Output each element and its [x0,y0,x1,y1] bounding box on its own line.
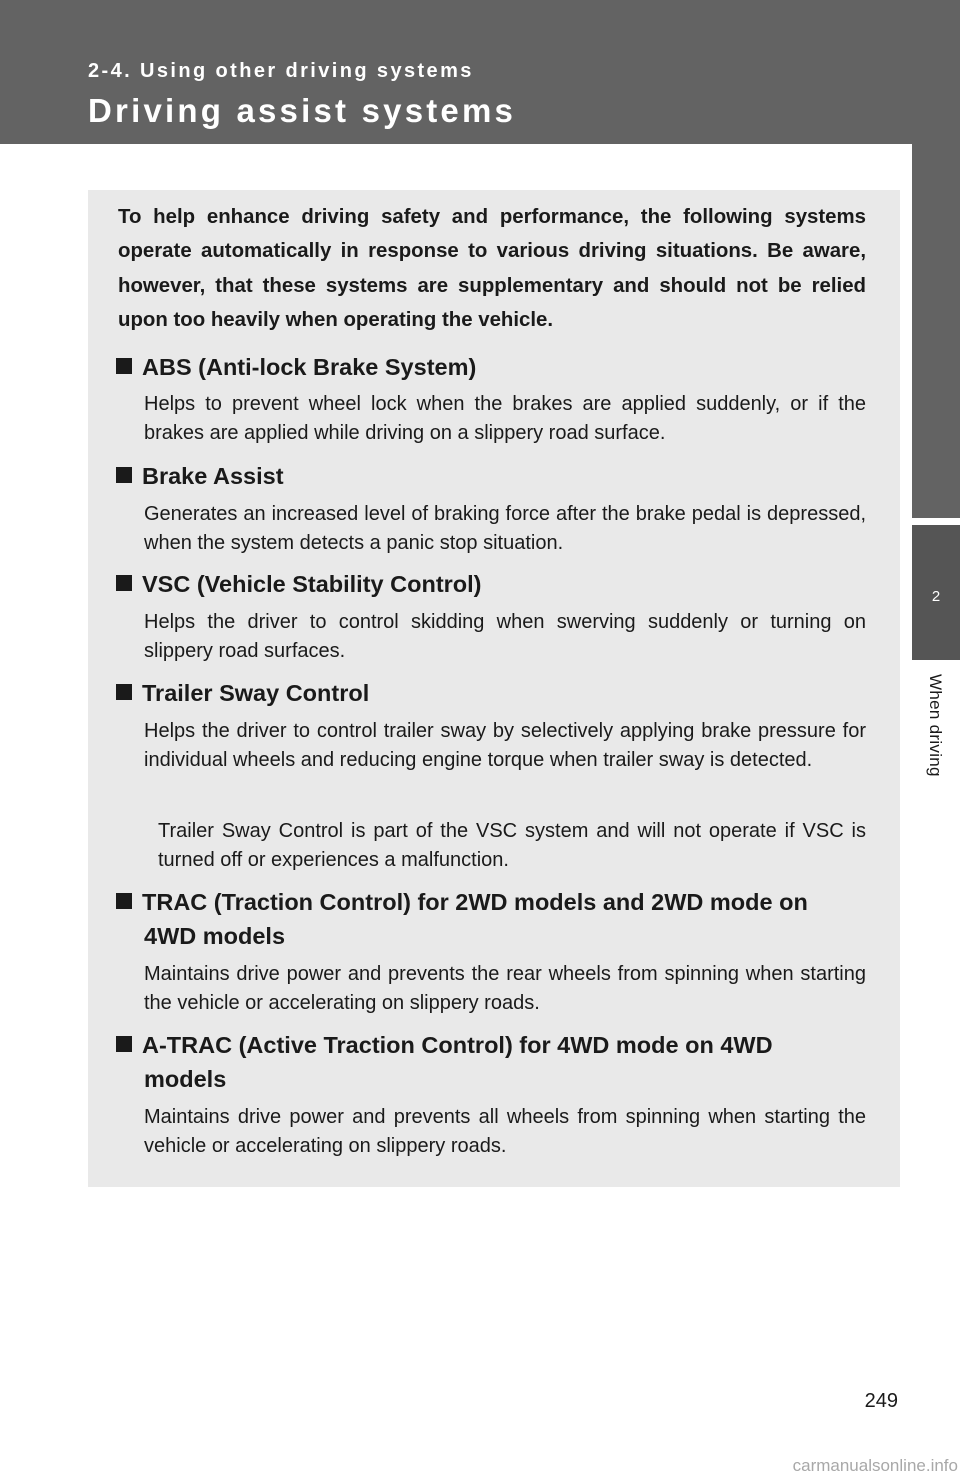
item-heading-a-trac [116,1028,876,1096]
item-heading-text: Brake Assist [142,463,284,489]
item-heading-text: VSC (Vehicle Stability Control) [142,571,482,597]
square-bullet-icon [116,358,132,374]
item-heading-text: Trailer Sway Control [142,680,370,706]
item-note-trailer-sway: Trailer Sway Control is part of the VSC system and will not operate if VSC is turned off or experiences a malfunction. [158,820,866,872]
square-bullet-icon [116,684,132,700]
item-heading-trac [116,885,876,953]
item-heading-brake-assist [116,459,876,493]
item-heading-text-line1: A-TRAC (Active Traction Control) for 4WD mode on 4WD [142,1032,773,1058]
item-heading-vsc [116,567,876,601]
item-body-abs: Helps to prevent wheel lock when the brakes are applied suddenly, or if the brakes are applied while driving on a slippery road surface. [144,393,866,445]
page-number: 249 [864,1390,898,1412]
intro-paragraph: To help enhance driving safety and performance, the following systems operate automatically in response to various driving situations. Be aware, however, that these systems are supplementary and should not be relied upon too heavily when operating the vehicle. [118,206,866,331]
square-bullet-icon [116,467,132,483]
item-heading-text-line2: models [144,1066,227,1092]
square-bullet-icon [116,893,132,909]
item-heading-text: ABS (Anti-lock Brake System) [142,354,477,380]
square-bullet-icon [116,1036,132,1052]
square-bullet-icon [116,575,132,591]
page-header [0,0,960,144]
chapter-side-tab [912,144,960,1484]
side-tab-dark-block [912,144,960,518]
page-title: Driving assist systems [88,92,517,129]
item-heading-trailer-sway [116,676,876,710]
chapter-label: When driving [926,674,945,777]
item-body-a-trac: Maintains drive power and prevents all wheels from spinning when starting the vehicle or accelerating on slippery roads. [144,1106,866,1158]
section-label: 2-4. Using other driving systems [88,60,474,82]
item-heading-text-line2: 4WD models [144,923,286,949]
chapter-number: 2 [931,588,941,605]
item-body-trac: Maintains drive power and prevents the rear wheels from spinning when starting the vehicle or accelerating on slippery roads. [144,963,866,1015]
watermark: carmanualsonline.info [792,1456,958,1475]
item-body-brake-assist: Generates an increased level of braking force after the brake pedal is depressed, when the system detects a panic stop situation. [144,503,866,555]
item-body-trailer-sway: Helps the driver to control trailer sway by selectively applying brake pressure for individual wheels and reducing engine torque when trailer sway is detected. [144,720,866,772]
item-body-vsc: Helps the driver to control skidding when swerving suddenly or turning on slippery road surfaces. [144,611,866,663]
item-heading-abs [116,350,876,384]
item-heading-text-line1: TRAC (Traction Control) for 2WD models and 2WD mode on [142,889,808,915]
